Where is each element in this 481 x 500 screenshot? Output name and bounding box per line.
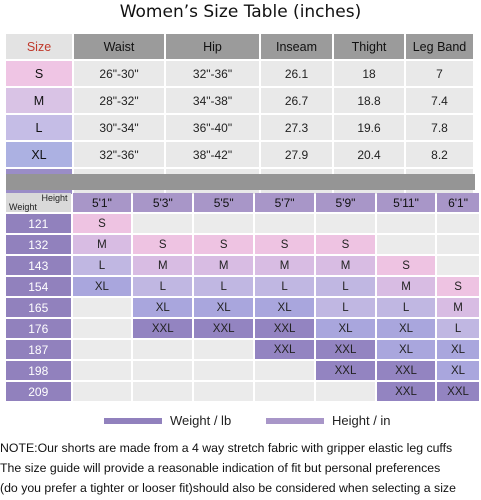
fit-grid-row (6, 277, 479, 296)
size-table-cell: 7 (406, 61, 473, 86)
fit-size-cell: XL (133, 298, 192, 317)
size-table-cell: 30"-34" (74, 115, 164, 140)
fit-grid-header-row (6, 193, 479, 212)
fit-empty-cell (377, 235, 435, 254)
fit-grid-row (6, 214, 479, 233)
note-line-3: (do you prefer a tighter or looser fit)should also be considered when selecting a size (0, 481, 456, 495)
fit-size-cell: M (255, 256, 314, 275)
fit-size-cell: M (194, 256, 253, 275)
fit-empty-cell (377, 214, 435, 233)
fit-size-cell: S (73, 214, 132, 233)
fit-empty-cell (133, 340, 192, 359)
size-table-cell: 26.1 (261, 61, 332, 86)
size-table-cell: 19.6 (334, 115, 404, 140)
weight-row-label: 198 (6, 361, 71, 380)
fit-size-cell: S (194, 235, 253, 254)
fit-empty-cell (73, 319, 132, 338)
fit-empty-cell (194, 340, 253, 359)
size-label-cell: XL (6, 142, 72, 167)
fit-grid-row (6, 340, 479, 359)
fit-size-cell: XL (377, 340, 435, 359)
size-table-cell: 34"-38" (166, 88, 259, 113)
height-header-cell: 5'11" (377, 193, 435, 212)
fit-size-cell: XXL (133, 319, 192, 338)
fit-size-cell: L (133, 277, 192, 296)
fit-size-cell: S (377, 256, 435, 275)
size-table-header-row (6, 34, 473, 59)
fit-size-cell: XL (255, 298, 314, 317)
size-table-header-cell: Thight (334, 34, 404, 59)
legend-height (266, 413, 391, 428)
fit-grid-row (6, 319, 479, 338)
height-axis-label: Height (41, 193, 68, 203)
fit-size-cell: S (316, 235, 375, 254)
size-table-row (6, 115, 473, 140)
weight-row-label: 143 (6, 256, 71, 275)
fit-empty-cell (255, 214, 314, 233)
fit-size-cell: XXL (437, 382, 479, 401)
size-label-cell: S (6, 61, 72, 86)
fit-empty-cell (133, 361, 192, 380)
fit-empty-cell (133, 382, 192, 401)
fit-grid-row (6, 235, 479, 254)
fit-size-cell: M (133, 256, 192, 275)
notes (0, 438, 481, 498)
fit-size-cell: S (255, 235, 314, 254)
fit-size-cell: XXL (255, 340, 314, 359)
fit-size-cell: S (133, 235, 192, 254)
fit-size-cell: XL (73, 277, 132, 296)
size-table-cell: 18.8 (334, 88, 404, 113)
fit-empty-cell (133, 214, 192, 233)
size-label-cell: L (6, 115, 72, 140)
size-table-header-cell: Leg Band (406, 34, 473, 59)
fit-size-cell: XL (437, 361, 479, 380)
fit-empty-cell (194, 361, 253, 380)
height-header-cell: 5'1" (73, 193, 132, 212)
fit-empty-cell (437, 214, 479, 233)
weight-row-label: 176 (6, 319, 71, 338)
size-table-header-cell: Size (6, 34, 72, 59)
size-table-cell: 32"-36" (74, 142, 164, 167)
fit-size-cell: M (377, 277, 435, 296)
fit-size-cell: L (437, 319, 479, 338)
size-table-header-cell: Hip (166, 34, 259, 59)
fit-size-cell: XL (316, 319, 375, 338)
fit-grid-row (6, 361, 479, 380)
fit-size-cell: XXL (316, 361, 375, 380)
fit-empty-cell (255, 361, 314, 380)
fit-empty-cell (255, 382, 314, 401)
size-table-cell: 7.8 (406, 115, 473, 140)
size-table-cell: 28"-32" (74, 88, 164, 113)
fit-empty-cell (73, 298, 132, 317)
fit-size-cell: XL (437, 340, 479, 359)
weight-row-label: 121 (6, 214, 71, 233)
page-title: Women’s Size Table (inches) (119, 2, 362, 22)
weight-row-label: 165 (6, 298, 71, 317)
fit-empty-cell (73, 340, 132, 359)
fit-empty-cell (73, 382, 132, 401)
fit-grid-corner (6, 193, 71, 212)
size-table-cell: 7.4 (406, 88, 473, 113)
fit-size-cell: L (73, 256, 132, 275)
weight-row-label: 187 (6, 340, 71, 359)
fit-size-cell: XXL (316, 340, 375, 359)
height-header-cell: 5'9" (316, 193, 375, 212)
fit-size-cell: M (437, 298, 479, 317)
fit-grid-table (4, 191, 481, 403)
legend-weight-swatch (104, 418, 162, 424)
size-table-row (6, 61, 473, 86)
size-table-cell: 27.9 (261, 142, 332, 167)
fit-grid-row (6, 298, 479, 317)
size-table-cell: 26.7 (261, 88, 332, 113)
fit-empty-cell (73, 361, 132, 380)
fit-size-cell: XXL (377, 382, 435, 401)
legend-weight (104, 413, 231, 428)
fit-size-cell: L (316, 298, 375, 317)
size-table-row (6, 142, 473, 167)
size-table-cell: 8.2 (406, 142, 473, 167)
fit-size-cell: M (73, 235, 132, 254)
fit-size-cell: M (316, 256, 375, 275)
note-line-1: NOTE:Our shorts are made from a 4 way stretch fabric with gripper elastic leg cuffs (0, 441, 453, 455)
size-table-header-cell: Waist (74, 34, 164, 59)
fit-size-cell: XL (194, 298, 253, 317)
fit-size-cell: L (316, 277, 375, 296)
fit-empty-cell (437, 235, 479, 254)
size-table-cell: 36"-40" (166, 115, 259, 140)
fit-empty-cell (437, 256, 479, 275)
size-table-cell: 38"-42" (166, 142, 259, 167)
fit-size-cell: XXL (255, 319, 314, 338)
height-header-cell: 5'5" (194, 193, 253, 212)
legend-height-label: Height / in (332, 413, 391, 428)
fit-size-cell: S (437, 277, 479, 296)
fit-empty-cell (194, 214, 253, 233)
fit-empty-cell (316, 214, 375, 233)
size-table-cell: 26"-30" (74, 61, 164, 86)
weight-row-label: 154 (6, 277, 71, 296)
fit-size-cell: L (255, 277, 314, 296)
legend (0, 413, 481, 431)
fit-size-cell: XXL (377, 361, 435, 380)
legend-weight-label: Weight / lb (170, 413, 232, 428)
size-table-cell: 18 (334, 61, 404, 86)
size-table-header-cell: Inseam (261, 34, 332, 59)
fit-empty-cell (316, 382, 375, 401)
size-table-cell: 32"-36" (166, 61, 259, 86)
size-label-cell: M (6, 88, 72, 113)
fit-empty-cell (194, 382, 253, 401)
fit-grid-row (6, 382, 479, 401)
size-table-cell: 27.3 (261, 115, 332, 140)
fit-size-cell: XL (377, 319, 435, 338)
legend-height-swatch (266, 418, 324, 424)
fit-grid-row (6, 256, 479, 275)
height-header-cell: 5'3" (133, 193, 192, 212)
fit-size-cell: L (194, 277, 253, 296)
fit-size-cell: XXL (194, 319, 253, 338)
height-header-cell: 6'1" (437, 193, 479, 212)
size-table-cell: 20.4 (334, 142, 404, 167)
weight-row-label: 132 (6, 235, 71, 254)
weight-axis-label: Weight (9, 202, 37, 212)
note-line-2: The size guide will provide a reasonable indication of fit but personal preferences (0, 461, 441, 475)
weight-row-label: 209 (6, 382, 71, 401)
size-table (4, 32, 475, 196)
fit-size-cell: L (377, 298, 435, 317)
size-table-row (6, 88, 473, 113)
height-header-cell: 5'7" (255, 193, 314, 212)
section-divider (6, 174, 475, 190)
